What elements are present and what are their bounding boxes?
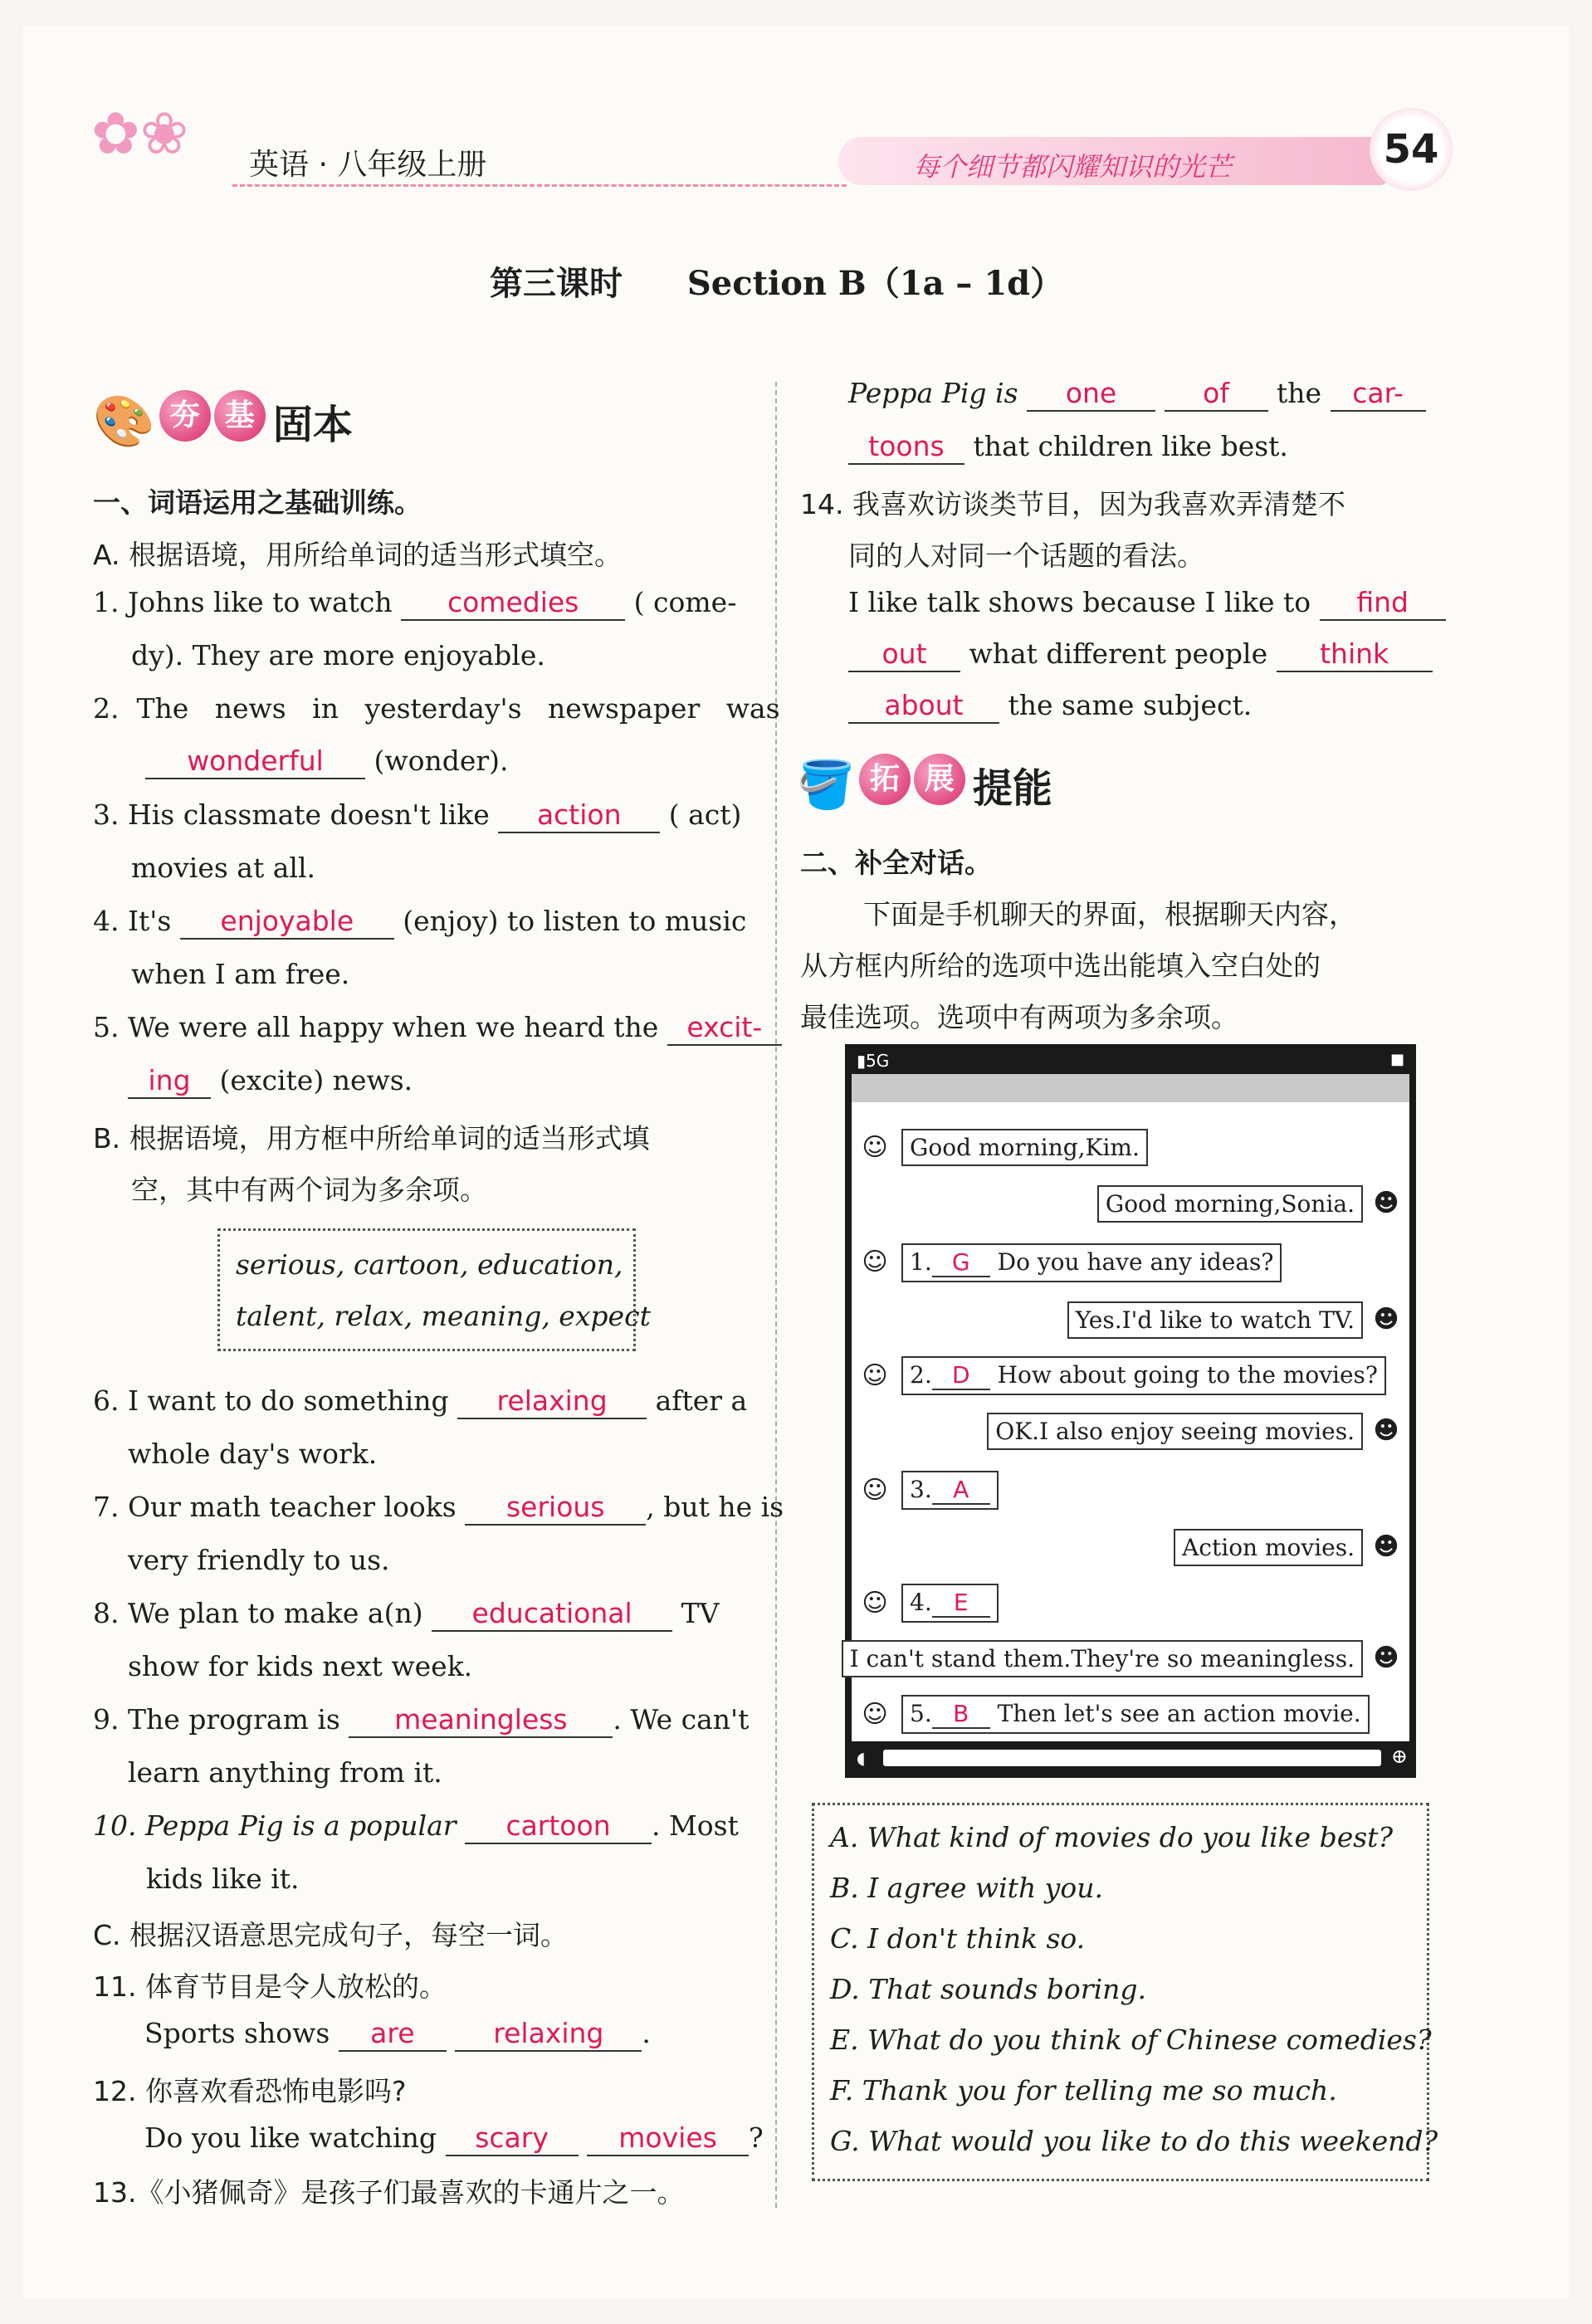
avatar-girl-icon: ☺	[862, 1589, 888, 1618]
question-text: . We can't	[613, 1703, 750, 1736]
question-text: I like talk shows because I like to	[848, 586, 1311, 618]
question-text: 8. We plan to make a(n)	[93, 1597, 423, 1629]
flower-decoration-icon: ✿❀	[91, 100, 189, 168]
avatar-girl-icon: ☺	[862, 1700, 888, 1729]
avatar-boy-icon: ☻	[1373, 1643, 1399, 1672]
answer: movies	[618, 2121, 717, 2154]
answer: meaningless	[394, 1703, 568, 1736]
question-13	[848, 377, 1426, 412]
question-10	[93, 1809, 739, 1844]
instruction-b: B. 根据语境，用方框中所给单词的适当形式填	[93, 1122, 650, 1155]
heading-text: 提能	[972, 765, 1052, 812]
chat-text: Then let's see an action movie.	[997, 1700, 1361, 1727]
chat-bubble	[987, 1413, 1363, 1450]
avatar-boy-icon: ☻	[1373, 1189, 1399, 1218]
answer: educational	[471, 1597, 632, 1629]
chat-text: Do you have any ideas?	[997, 1248, 1274, 1276]
question-text: Peppa Pig is	[848, 377, 1018, 409]
answer: wonderful	[187, 745, 324, 777]
question-text: the	[1277, 377, 1322, 409]
question-text: (enjoy) to listen to music	[403, 905, 747, 937]
answer: are	[370, 2017, 415, 2049]
question-1-cont: dy). They are more enjoyable.	[131, 639, 545, 671]
voice-icon[interactable]: ◖	[857, 1748, 866, 1768]
answer: G	[932, 1248, 990, 1277]
question-14	[848, 586, 1446, 621]
question-3-cont: movies at all.	[131, 852, 316, 884]
avatar-boy-icon: ☻	[1373, 1305, 1399, 1334]
chat-area	[849, 1102, 1409, 1741]
instruction-b-cont: 空，其中有两个词为多余项。	[131, 1174, 487, 1206]
heading-badge: 拓	[859, 754, 911, 805]
question-text: ( act)	[668, 798, 742, 831]
chat-bubble	[842, 1640, 1363, 1677]
option-c: C. I don't think so.	[830, 1922, 1086, 1955]
question-text: . Most	[652, 1809, 739, 1842]
page-number: 54	[1370, 108, 1453, 191]
answer: think	[1320, 637, 1389, 670]
phone-screen	[845, 1044, 1416, 1778]
question-5-cont	[128, 1064, 413, 1099]
battery-icon: ■	[1389, 1051, 1404, 1068]
question-text: 6. I want to do something	[93, 1384, 449, 1417]
question-text: Do you like watching	[144, 2121, 437, 2154]
chat-bubble	[901, 1695, 1370, 1734]
heading-badge: 夯	[159, 390, 211, 442]
question-10-cont: kids like it.	[146, 1863, 300, 1895]
question-14-cn-cont: 同的人对同一个话题的看法。	[848, 540, 1204, 572]
question-14-cont	[848, 637, 1433, 672]
question-text: that children like best.	[973, 430, 1288, 462]
heading-badge: 展	[914, 754, 965, 805]
avatar-girl-icon: ☺	[862, 1133, 888, 1162]
answer: E	[932, 1589, 990, 1618]
top-bar	[852, 1074, 1409, 1102]
chat-text: Good morning,Kim.	[910, 1134, 1140, 1161]
question-11-cn: 11. 体育节目是令人放松的。	[93, 1970, 447, 2003]
answer: A	[932, 1476, 990, 1505]
palette-icon: 🎨	[93, 393, 155, 451]
question-4-cont: when I am free.	[131, 958, 350, 990]
avatar-girl-icon: ☺	[862, 1247, 888, 1277]
heading-badge: 基	[214, 390, 266, 442]
chat-text: I can't stand them.They're so meaningless.	[849, 1645, 1355, 1672]
question-12-cn: 12. 你喜欢看恐怖电影吗?	[93, 2075, 407, 2107]
chat-text: Good morning,Sonia.	[1105, 1190, 1355, 1218]
book-title: 英语 · 八年级上册	[249, 148, 487, 182]
answer: D	[932, 1361, 990, 1390]
answer: about	[884, 689, 964, 721]
answer: serious	[505, 1491, 605, 1523]
question-text: ( come-	[633, 586, 737, 618]
question-5	[93, 1011, 782, 1046]
answer: out	[881, 637, 927, 670]
question-text: (wonder).	[374, 745, 509, 777]
answer: find	[1356, 586, 1409, 618]
paint-bucket-icon: 🪣	[797, 758, 855, 813]
blank-number: 3.	[910, 1476, 932, 1503]
chat-bubble	[1067, 1301, 1363, 1339]
question-text: 4. It's	[93, 905, 172, 937]
question-2-cont	[145, 745, 509, 779]
intro-line-1: 下面是手机聊天的界面，根据聊天内容，	[863, 898, 1356, 930]
question-text: ?	[749, 2121, 764, 2154]
intro-line-3: 最佳选项。选项中有两项为多余项。	[800, 1001, 1238, 1033]
word-box	[217, 1228, 636, 1351]
question-9-cont: learn anything from it.	[128, 1756, 442, 1789]
chat-text: OK.I also enjoy seeing movies.	[995, 1418, 1355, 1445]
signal-label: 5G	[866, 1051, 890, 1071]
answer: excit-	[686, 1011, 763, 1043]
chat-bubble	[1097, 1185, 1363, 1223]
lesson-title	[490, 257, 1063, 305]
part-2-title: 二、补全对话。	[800, 847, 992, 879]
question-14-cont-2	[848, 689, 1252, 724]
column-divider	[775, 382, 777, 2208]
lesson-number: 第三课时	[490, 265, 623, 303]
question-text: , but he is	[646, 1491, 784, 1523]
question-3	[93, 798, 741, 833]
blank-number: 2.	[910, 1361, 932, 1389]
question-4	[93, 905, 746, 940]
question-8	[93, 1597, 719, 1632]
instruction-a: A. 根据语境，用所给单词的适当形式填空。	[93, 539, 622, 571]
question-text: Sports shows	[144, 2017, 330, 2049]
blank-number: 4.	[910, 1589, 932, 1616]
header-slogan: 每个细节都闪耀知识的光芒	[913, 151, 1233, 183]
question-text: (excite) news.	[219, 1064, 413, 1096]
part-1-title: 一、词语运用之基础训练。	[93, 486, 422, 519]
question-text: 1. Johns like to watch	[93, 586, 393, 618]
answer: scary	[475, 2121, 549, 2154]
answer: B	[932, 1700, 990, 1729]
answer: action	[536, 798, 622, 831]
chat-bubble	[901, 1471, 999, 1510]
question-12	[144, 2121, 764, 2156]
answer: ing	[148, 1064, 191, 1096]
question-1	[93, 586, 736, 621]
question-text: TV	[681, 1597, 720, 1629]
avatar-boy-icon: ☻	[1373, 1532, 1399, 1561]
chat-bubble	[901, 1129, 1148, 1166]
chat-bubble	[901, 1243, 1282, 1282]
blank-number: 1.	[910, 1248, 932, 1276]
signal-icon: ▮	[857, 1051, 867, 1071]
section-heading-left	[93, 390, 353, 451]
answer: toons	[868, 430, 945, 462]
avatar-girl-icon: ☺	[862, 1476, 888, 1505]
answer: one	[1065, 377, 1117, 409]
option-e: E. What do you think of Chinese comedies?	[830, 2024, 1432, 2056]
question-text: 9. The program is	[93, 1703, 340, 1736]
blank-number: 5.	[910, 1700, 932, 1727]
message-input[interactable]	[883, 1750, 1381, 1766]
option-a: A. What kind of movies do you like best?	[830, 1821, 1394, 1853]
chat-text: Yes.I'd like to watch TV.	[1075, 1306, 1355, 1334]
heading-text: 固本	[272, 402, 353, 448]
question-text: .	[642, 2017, 651, 2049]
status-bar	[857, 1051, 889, 1071]
answer: comedies	[447, 586, 579, 618]
question-text: 7. Our math teacher looks	[93, 1491, 457, 1523]
question-text: 5. We were all happy when we heard the	[93, 1011, 659, 1043]
question-6	[93, 1384, 747, 1419]
answer: car-	[1352, 377, 1404, 409]
question-text: after a	[655, 1384, 748, 1417]
question-11	[144, 2017, 651, 2052]
question-7-cont: very friendly to us.	[128, 1544, 390, 1576]
chat-bubble	[901, 1584, 999, 1623]
word-box-line-1: serious, cartoon, education,	[236, 1248, 623, 1281]
question-text: what different people	[969, 637, 1268, 670]
chat-text: Action movies.	[1182, 1534, 1355, 1561]
option-b: B. I agree with you.	[830, 1872, 1103, 1904]
answer: relaxing	[493, 2017, 604, 2049]
question-8-cont: show for kids next week.	[128, 1650, 473, 1682]
option-f: F. Thank you for telling me so much.	[830, 2074, 1337, 2107]
question-text: 10. Peppa Pig is a popular	[93, 1809, 457, 1842]
question-6-cont: whole day's work.	[128, 1438, 378, 1470]
add-icon[interactable]: ⊕	[1390, 1745, 1408, 1768]
chat-bubble	[901, 1356, 1386, 1395]
question-2: 2. The news in yesterday's newspaper was	[93, 692, 780, 725]
chat-bubble	[1174, 1529, 1363, 1566]
question-7	[93, 1491, 784, 1526]
answer: relaxing	[496, 1384, 608, 1417]
question-9	[93, 1703, 749, 1738]
answer: cartoon	[505, 1809, 611, 1842]
option-g: G. What would you like to do this weekend?	[830, 2125, 1438, 2157]
avatar-girl-icon: ☺	[862, 1361, 888, 1390]
instruction-c: C. 根据汉语意思完成句子，每空一词。	[93, 1919, 569, 1951]
avatar-boy-icon: ☻	[1373, 1416, 1399, 1445]
option-d: D. That sounds boring.	[830, 1973, 1146, 2005]
question-text: 3. His classmate doesn't like	[93, 798, 490, 831]
chat-text: How about going to the movies?	[997, 1361, 1378, 1389]
intro-line-2: 从方框内所给的选项中选出能填入空白处的	[800, 950, 1321, 982]
word-box-line-2: talent, relax, meaning, expect	[236, 1300, 651, 1332]
question-14-cn: 14. 我喜欢访谈类节目，因为我喜欢弄清楚不	[800, 488, 1345, 520]
question-13-cn: 13.《小猪佩奇》是孩子们最喜欢的卡通片之一。	[93, 2176, 685, 2209]
question-text: the same subject.	[1008, 689, 1253, 721]
answer: of	[1203, 377, 1229, 409]
header-divider	[232, 184, 847, 187]
question-13-cont	[848, 430, 1288, 465]
answer: enjoyable	[220, 905, 354, 937]
section-title: Section B（1a – 1d）	[686, 264, 1064, 303]
section-heading-right	[797, 754, 1052, 813]
